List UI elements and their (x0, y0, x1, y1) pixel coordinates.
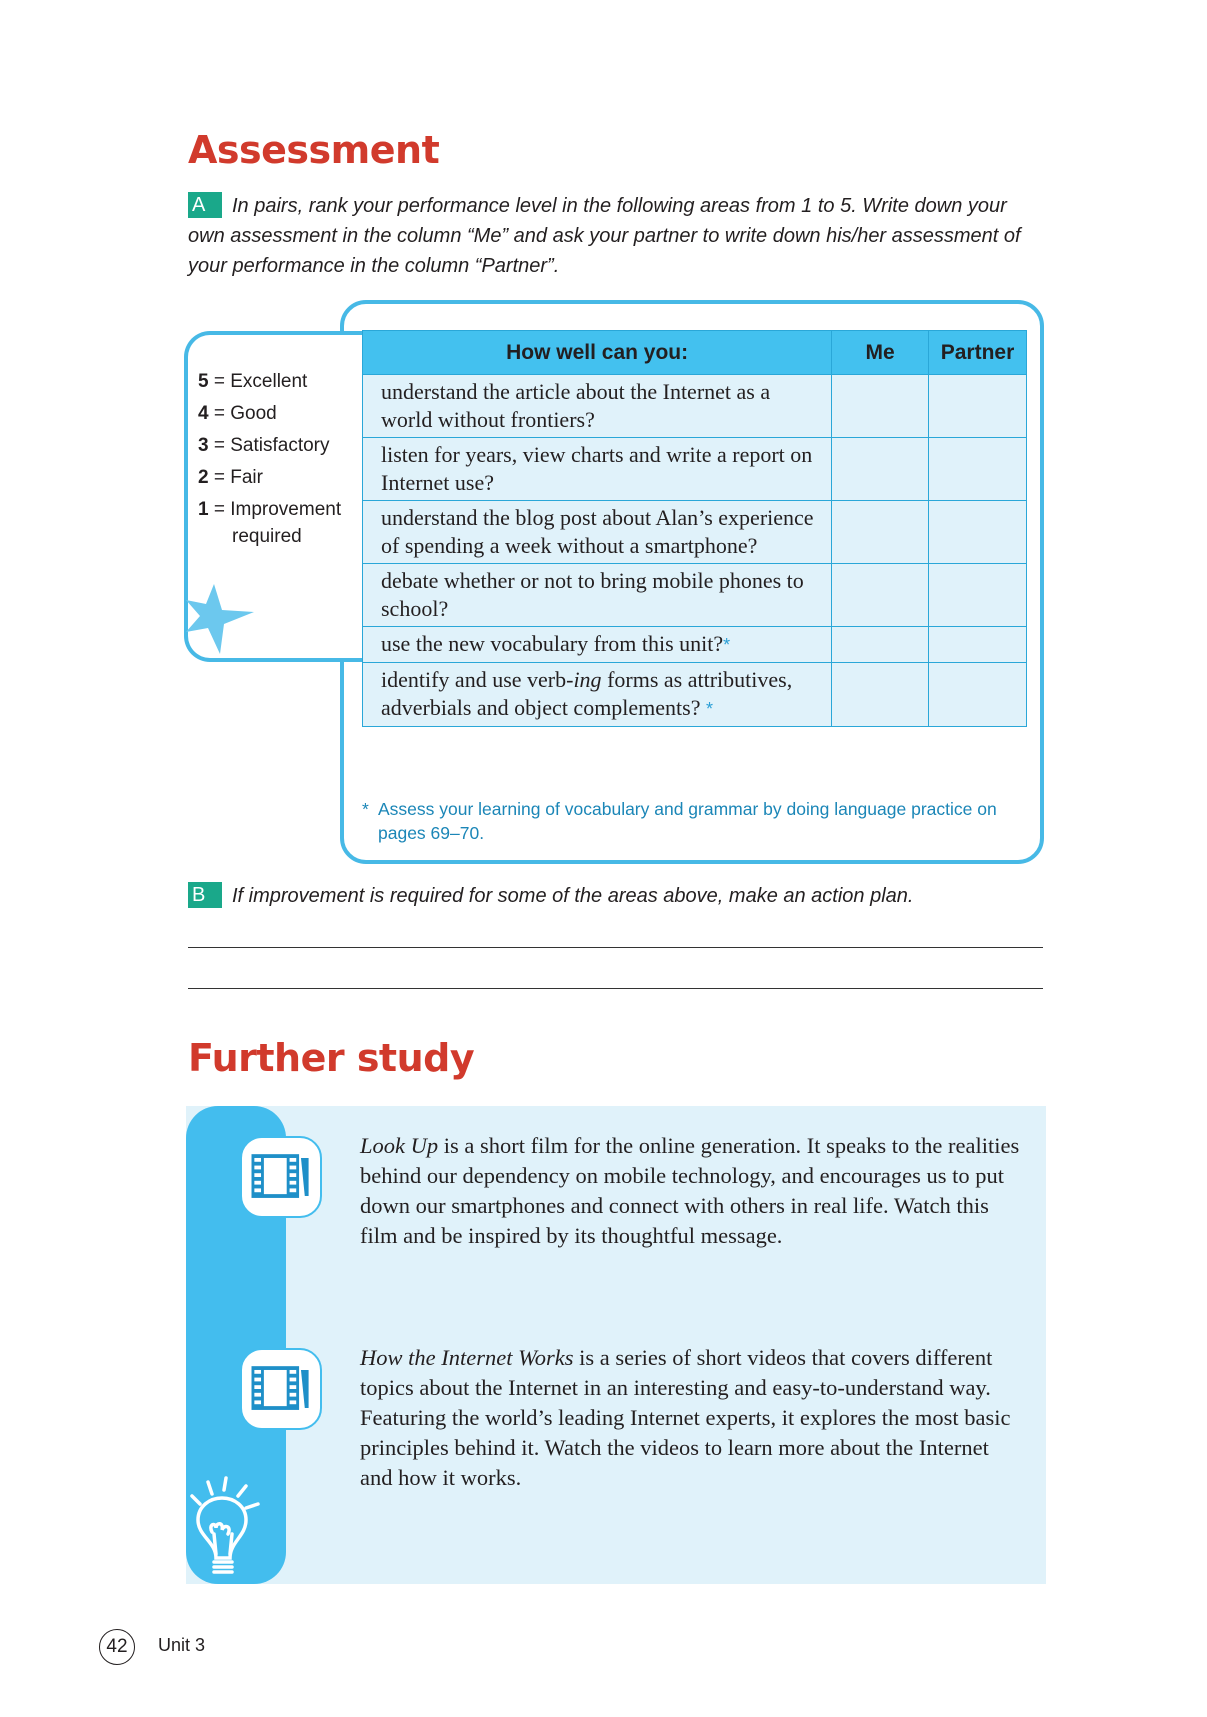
question-cell: understand the article about the Internet as a world without frontiers? (363, 375, 832, 438)
question-cell: listen for years, view charts and write a report on Internet use? (363, 438, 832, 501)
table-row (363, 663, 1027, 727)
question-cell: identify and use verb-ing forms as attributives, adverbials and object complements? * (363, 663, 832, 727)
task-b-text: If improvement is required for some of the areas above, make an action plan. (232, 885, 914, 907)
unit-label: Unit 3 (158, 1635, 206, 1655)
action-plan-line-2[interactable] (188, 988, 1043, 989)
header-me: Me (832, 331, 929, 375)
partner-rating-cell[interactable] (929, 627, 1027, 663)
task-a-label: A (188, 192, 222, 218)
video-series-title: How the Internet Works (360, 1345, 574, 1370)
header-question: How well can you: (363, 331, 832, 375)
asterisk-marker: * (706, 699, 714, 719)
scale-item-1-cont: required (232, 526, 302, 547)
partner-rating-cell[interactable] (929, 438, 1027, 501)
self-assessment-table (362, 330, 1027, 727)
table-row (363, 375, 1027, 438)
me-rating-cell[interactable] (832, 375, 929, 438)
task-a-instruction (188, 191, 1048, 281)
task-a-text: In pairs, rank your performance level in the following areas from 1 to 5. Write down your own assessment in the column “Me” and ask your partner to write down his/her assessment of your performance in the column “Partner”. (188, 195, 1021, 277)
me-rating-cell[interactable] (832, 627, 929, 663)
table-row (363, 501, 1027, 564)
question-cell: use the new vocabulary from this unit?* (363, 627, 832, 663)
scale-item-2: 2 = Fair (198, 467, 263, 488)
header-partner: Partner (929, 331, 1027, 375)
film-icon (240, 1348, 322, 1430)
action-plan-line-1[interactable] (188, 947, 1043, 948)
scale-item-1: 1 = Improvement (198, 499, 342, 520)
table-footnote: * Assess your learning of vocabulary and grammar by doing language practice on pages 69–70. (362, 799, 997, 843)
further-study-item-look-up: Look Up is a short film for the online generation. It speaks to the realities behind our dependency on mobile technology, and encourages us to put down our smartphones and connect with others in real life. Watch this film and be inspired by its thoughtful message. (360, 1133, 1020, 1248)
film-icon (240, 1136, 322, 1218)
me-rating-cell[interactable] (832, 663, 929, 727)
asterisk-marker: * (723, 635, 731, 655)
scale-item-3: 3 = Satisfactory (198, 435, 330, 456)
further-study-item-how-internet-works: How the Internet Works is a series of short videos that covers different topics about the Internet in an interesting and easy-to-understand way. Featuring the world’s leading Internet experts, it explores the most basic principles behind it. Watch the videos to learn more about the Internet and how it works. (360, 1345, 1011, 1490)
partner-rating-cell[interactable] (929, 501, 1027, 564)
table-row (363, 438, 1027, 501)
scale-item-5: 5 = Excellent (198, 371, 308, 392)
question-cell: debate whether or not to bring mobile phones to school? (363, 564, 832, 627)
page-number: 42 (99, 1629, 135, 1665)
me-rating-cell[interactable] (832, 501, 929, 564)
partner-rating-cell[interactable] (929, 564, 1027, 627)
star-icon (186, 582, 256, 654)
task-b-label: B (188, 882, 222, 908)
rating-scale-legend (198, 366, 341, 553)
assessment-heading: Assessment (188, 128, 440, 172)
further-study-heading: Further study (188, 1036, 475, 1080)
me-rating-cell[interactable] (832, 438, 929, 501)
partner-rating-cell[interactable] (929, 375, 1027, 438)
scale-item-4: 4 = Good (198, 403, 277, 424)
film-title: Look Up (360, 1133, 439, 1158)
table-row (363, 564, 1027, 627)
question-cell: understand the blog post about Alan’s experience of spending a week without a smartphone? (363, 501, 832, 564)
task-b-instruction (188, 881, 1048, 911)
table-row (363, 627, 1027, 663)
table-header-row (363, 331, 1027, 375)
partner-rating-cell[interactable] (929, 663, 1027, 727)
me-rating-cell[interactable] (832, 564, 929, 627)
lightbulb-icon (186, 1470, 286, 1580)
